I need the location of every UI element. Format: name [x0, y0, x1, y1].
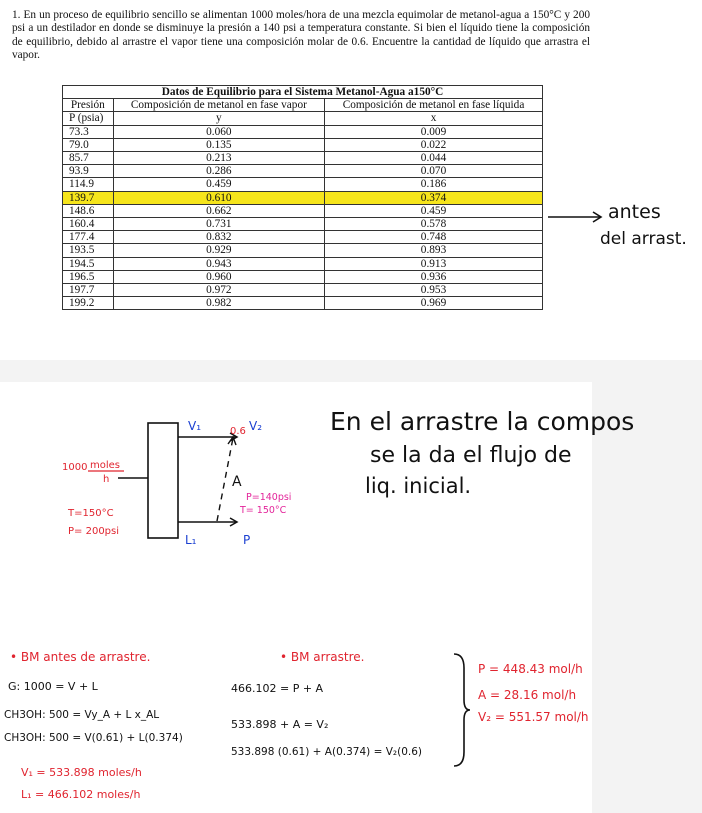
- side-note-line-1: antes: [608, 201, 661, 223]
- cell-x: 0.969: [325, 297, 543, 310]
- cell-y: 0.943: [113, 257, 324, 270]
- bm-before-v1: V₁ = 533.898 moles/h: [21, 766, 142, 779]
- result-a: A = 28.16 mol/h: [478, 688, 577, 702]
- flash-vessel: [148, 423, 178, 538]
- table-row: [63, 257, 543, 270]
- cell-pressure: 196.5: [63, 270, 114, 283]
- bm-before-global: G: 1000 = V + L: [8, 680, 98, 693]
- flash-diagram: [0, 382, 330, 602]
- label-v2: V₂: [249, 419, 263, 433]
- feed-temp: T=150°C: [68, 508, 114, 519]
- table-row: [63, 125, 543, 138]
- cell-x: 0.578: [325, 218, 543, 231]
- cell-x: 0.893: [325, 244, 543, 257]
- table-row: [63, 204, 543, 217]
- handwritten-note: [330, 404, 702, 504]
- cell-y: 0.610: [113, 191, 324, 204]
- label-p: P: [243, 533, 251, 547]
- cell-x: 0.044: [325, 152, 543, 165]
- page-separator: [0, 360, 702, 382]
- cell-y: 0.060: [113, 125, 324, 138]
- cell-y: 0.135: [113, 138, 324, 151]
- header-liquid: Composición de metanol en fase líquida: [325, 99, 543, 112]
- cell-y: 0.982: [113, 297, 324, 310]
- unit-y: y: [113, 112, 324, 125]
- cell-pressure: 193.5: [63, 244, 114, 257]
- cell-pressure: 73.3: [63, 125, 114, 138]
- table-row: [63, 244, 543, 257]
- cell-pressure: 93.9: [63, 165, 114, 178]
- table-row: [63, 178, 543, 191]
- cell-y: 0.459: [113, 178, 324, 191]
- bm-before-l1: L₁ = 466.102 moles/h: [21, 788, 141, 801]
- side-note-line-2: del arrast.: [600, 229, 687, 249]
- vessel-press: P=140psi: [246, 492, 292, 503]
- result-p: P = 448.43 mol/h: [478, 662, 583, 676]
- table-row: [63, 152, 543, 165]
- cell-y: 0.662: [113, 204, 324, 217]
- table-row: [63, 138, 543, 151]
- header-pressure: Presión: [63, 99, 114, 112]
- cell-x: 0.070: [325, 165, 543, 178]
- cell-x: 0.936: [325, 270, 543, 283]
- table-row: [63, 218, 543, 231]
- cell-pressure: 177.4: [63, 231, 114, 244]
- bm-drag-eq-3: 533.898 (0.61) + A(0.374) = V₂(0.6): [231, 746, 422, 758]
- cell-pressure: 79.0: [63, 138, 114, 151]
- table-body: [63, 125, 543, 310]
- cell-x: 0.186: [325, 178, 543, 191]
- header-vapor: Composición de metanol en fase vapor: [113, 99, 324, 112]
- entrainment-line: [217, 438, 233, 521]
- vessel-temp: T= 150°C: [240, 505, 287, 516]
- cell-y: 0.286: [113, 165, 324, 178]
- cell-x: 0.953: [325, 284, 543, 297]
- equilibrium-table: [62, 85, 543, 310]
- feed-unit-top: moles: [90, 460, 120, 471]
- problem-card: [0, 0, 687, 360]
- bm-before-title: • BM antes de arrastre.: [10, 650, 151, 664]
- table-caption: Datos de Equilibrio para el Sistema Metanol-Agua a150°C: [63, 86, 543, 99]
- feed-unit-bottom: h: [103, 474, 110, 485]
- cell-y: 0.960: [113, 270, 324, 283]
- label-l1: L₁: [185, 533, 197, 547]
- cell-x: 0.374: [325, 191, 543, 204]
- cell-x: 0.459: [325, 204, 543, 217]
- cell-pressure: 199.2: [63, 297, 114, 310]
- table-row: [63, 165, 543, 178]
- bm-before-ch-1: CH3OH: 500 = Vy_A + L x_AL: [4, 709, 160, 721]
- cell-y: 0.731: [113, 218, 324, 231]
- cell-x: 0.009: [325, 125, 543, 138]
- cell-y: 0.213: [113, 152, 324, 165]
- cell-pressure: 85.7: [63, 152, 114, 165]
- side-note: [548, 196, 698, 256]
- table-row: [63, 297, 543, 310]
- cell-pressure: 148.6: [63, 204, 114, 217]
- note-line-1: En el arrastre la compos: [330, 407, 635, 436]
- table-row: [63, 231, 543, 244]
- table-row: [63, 284, 543, 297]
- label-v1: V₁: [188, 419, 202, 433]
- results-brace: [448, 650, 472, 770]
- problem-statement: 1. En un proceso de equilibrio sencillo se alimentan 1000 moles/hora de una mezcla equimolar de metanol-agua a 150°C y 200 psi a un destilador en donde se disminuye la presión a 140 psi a temperatura constante. Si bien el líquido tiene la composición de equilibrio, debido al arrastre el vapor tiene una composición molar de 0.6. Encuentre la cantidad de líquido que arrastra el vapor.: [12, 9, 590, 62]
- unit-x: x: [325, 112, 543, 125]
- cell-pressure: 114.9: [63, 178, 114, 191]
- cell-y: 0.832: [113, 231, 324, 244]
- cell-y: 0.929: [113, 244, 324, 257]
- table-row: [63, 191, 543, 204]
- cell-x: 0.913: [325, 257, 543, 270]
- bm-drag-eq-1: 466.102 = P + A: [231, 682, 324, 695]
- unit-pressure: P (psia): [63, 112, 114, 125]
- bm-drag-eq-2: 533.898 + A = V₂: [231, 718, 329, 731]
- cell-pressure: 194.5: [63, 257, 114, 270]
- result-v2: V₂ = 551.57 mol/h: [478, 710, 589, 724]
- cell-x: 0.748: [325, 231, 543, 244]
- feed-press: P= 200psi: [68, 526, 120, 537]
- cell-y: 0.972: [113, 284, 324, 297]
- label-a: A: [232, 474, 242, 490]
- feed-flow: 1000: [62, 462, 88, 473]
- bm-drag-title: • BM arrastre.: [280, 650, 365, 664]
- cell-pressure: 139.7: [63, 191, 114, 204]
- table-row: [63, 270, 543, 283]
- note-line-2: se la da el flujo de: [370, 443, 572, 468]
- bm-before-ch-2: CH3OH: 500 = V(0.61) + L(0.374): [4, 732, 183, 744]
- cell-pressure: 160.4: [63, 218, 114, 231]
- note-line-3: liq. inicial.: [365, 474, 472, 498]
- label-v2-comp: 0.6: [230, 426, 246, 437]
- cell-x: 0.022: [325, 138, 543, 151]
- cell-pressure: 197.7: [63, 284, 114, 297]
